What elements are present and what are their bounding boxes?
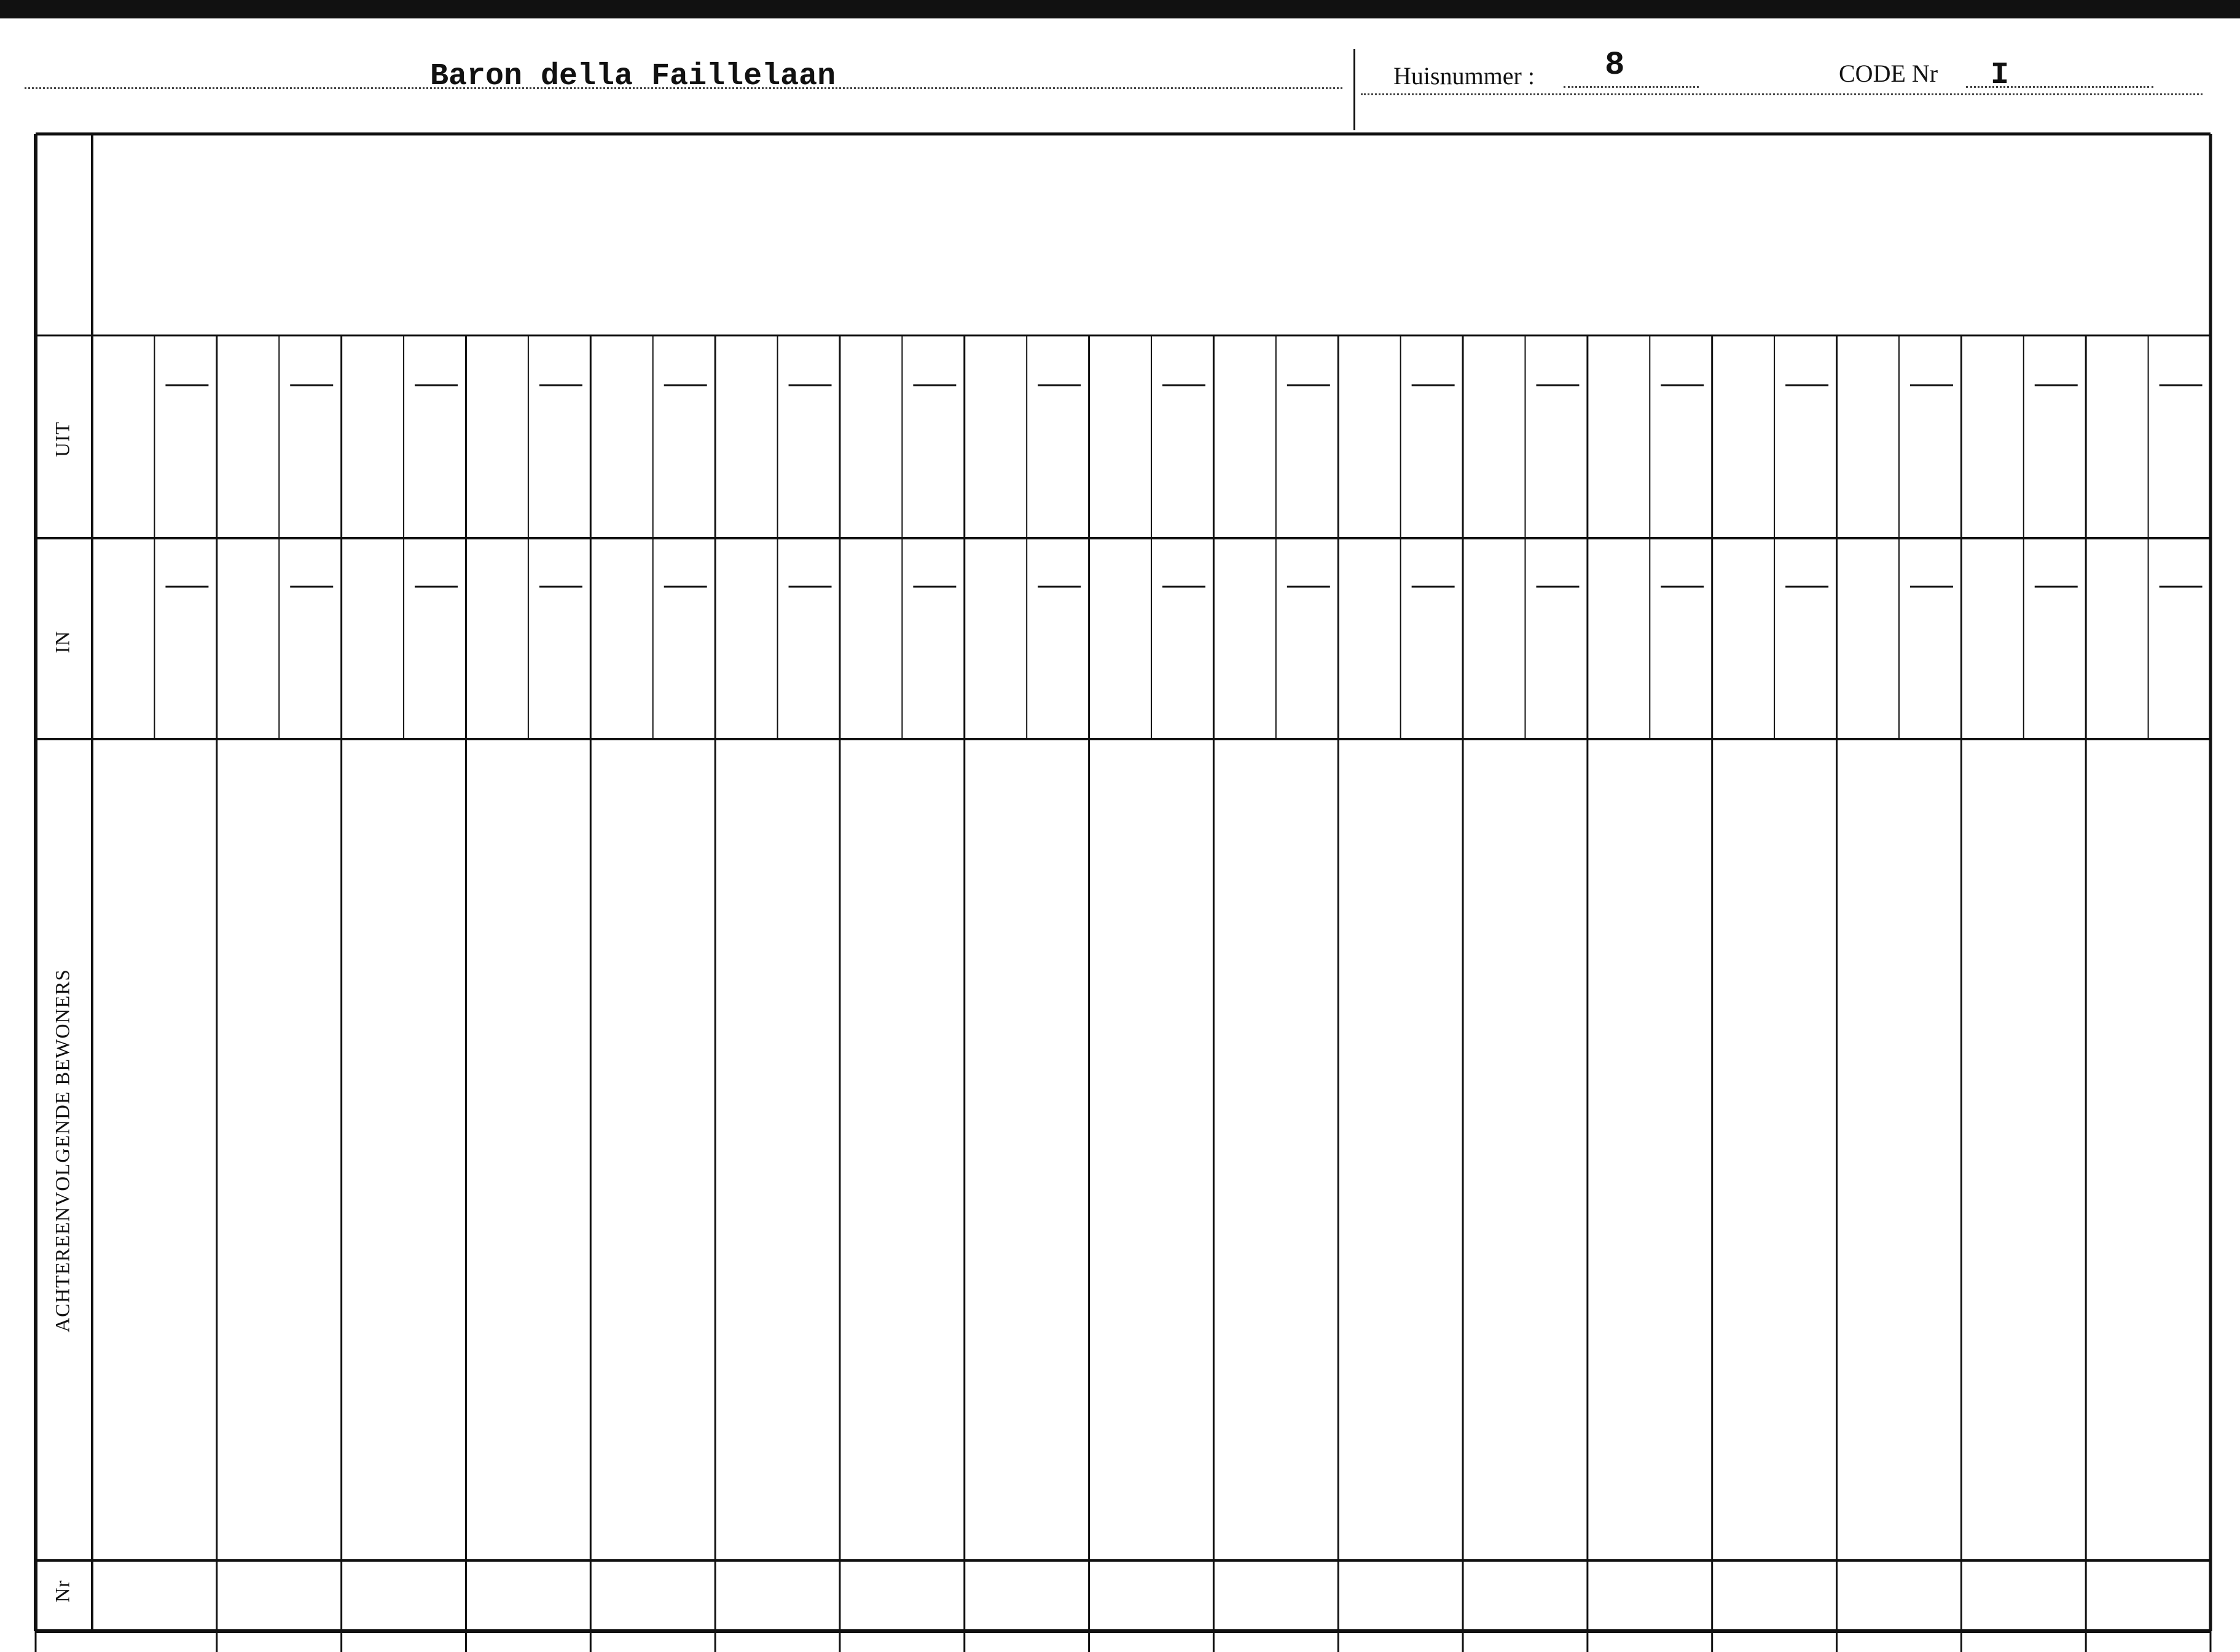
street-name: Baron della Faillelaan (430, 59, 836, 94)
row-label-uit-text: UIT (52, 421, 74, 457)
code-number-label: CODE Nr (1839, 60, 1938, 87)
house-number-value: 8 (1605, 47, 1625, 84)
row-label-in-text: IN (52, 630, 74, 654)
code-number-value: I (1991, 58, 2010, 93)
house-number-label: Huisnummer : (1393, 62, 1535, 90)
row-label-residents-text: ACHTEREENVOLGENDE BEWONERS (52, 969, 74, 1333)
row-label-nr-text: Nr (52, 1580, 74, 1603)
